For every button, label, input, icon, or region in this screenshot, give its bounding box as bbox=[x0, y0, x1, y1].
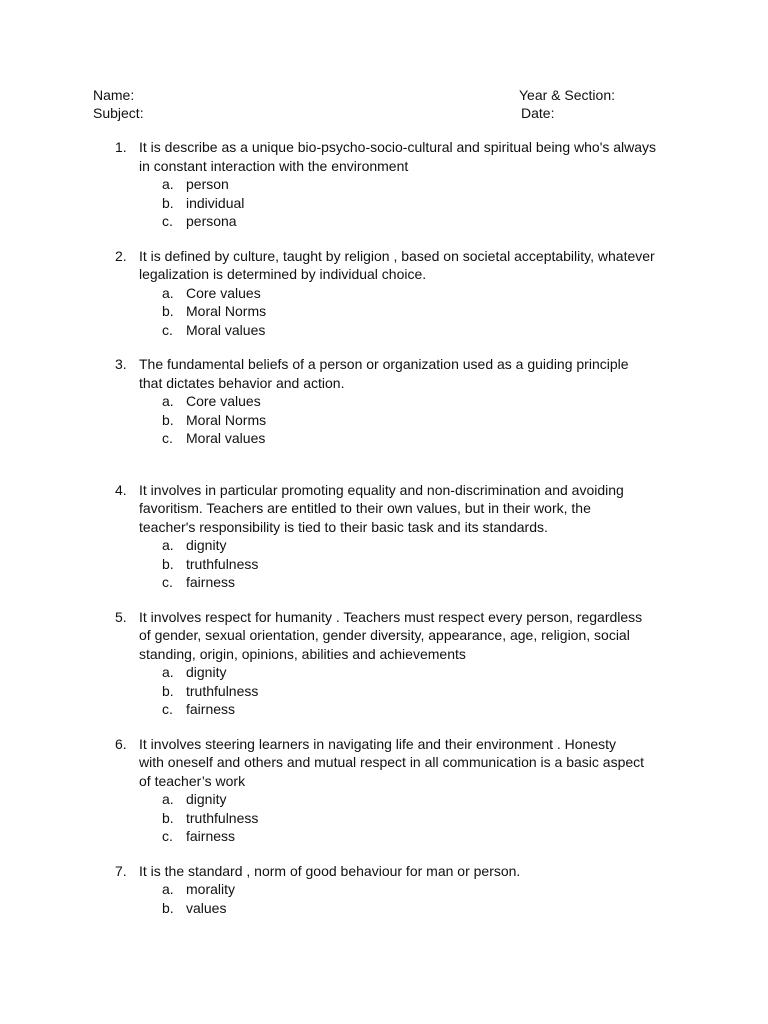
option-item[interactable] bbox=[0, 212, 768, 231]
option-text: truthfulness bbox=[186, 555, 259, 572]
option-item[interactable] bbox=[0, 790, 768, 809]
option-text: truthfulness bbox=[186, 809, 259, 826]
header-row-1 bbox=[93, 86, 653, 104]
question-number: 2. bbox=[115, 247, 127, 264]
option-text: Moral Norms bbox=[186, 411, 267, 428]
option-letter: a. bbox=[162, 284, 174, 301]
question-text bbox=[139, 355, 679, 392]
option-text: fairness bbox=[186, 574, 236, 590]
question-number: 4. bbox=[115, 481, 127, 498]
option-letter: b. bbox=[162, 194, 174, 211]
option-item[interactable] bbox=[0, 284, 768, 303]
option-letter: c. bbox=[162, 574, 173, 590]
question-item bbox=[0, 481, 768, 592]
header-row-2 bbox=[93, 104, 653, 122]
name-label: Name: bbox=[93, 87, 135, 103]
option-text: values bbox=[186, 899, 227, 916]
option-list bbox=[0, 536, 768, 592]
question-line: standing, origin, opinions, abilities and achievements bbox=[139, 645, 466, 662]
question-line: It involves in particular promoting equality and non-discrimination and avoiding bbox=[139, 481, 624, 498]
option-letter: a. bbox=[162, 176, 174, 192]
option-item[interactable] bbox=[0, 682, 768, 701]
option-item[interactable] bbox=[0, 663, 768, 682]
option-letter: c. bbox=[162, 828, 173, 844]
option-item[interactable] bbox=[0, 321, 768, 340]
option-item[interactable] bbox=[0, 411, 768, 430]
worksheet-header bbox=[93, 86, 653, 122]
option-item[interactable] bbox=[0, 700, 768, 719]
question-number: 3. bbox=[115, 356, 127, 372]
question-list bbox=[0, 138, 768, 933]
option-text: fairness bbox=[186, 828, 236, 844]
question-text bbox=[139, 138, 679, 175]
question-text bbox=[139, 247, 679, 284]
option-item[interactable] bbox=[0, 899, 768, 918]
option-item[interactable] bbox=[0, 302, 768, 321]
option-text: dignity bbox=[186, 537, 227, 553]
question-line: of gender, sexual orientation, gender diversity, appearance, age, religion, social bbox=[139, 627, 630, 643]
question-item bbox=[0, 247, 768, 340]
question-item bbox=[0, 862, 768, 918]
question-text bbox=[139, 862, 679, 881]
option-letter: a. bbox=[162, 537, 174, 553]
option-letter: c. bbox=[162, 430, 173, 446]
option-letter: b. bbox=[162, 899, 174, 916]
option-letter: b. bbox=[162, 555, 174, 572]
question-text bbox=[139, 481, 679, 537]
question-line: It is defined by culture, taught by religion , based on societal acceptability, whatever bbox=[139, 247, 655, 264]
question-number: 6. bbox=[115, 735, 127, 752]
question-line: It is describe as a unique bio-psycho-socio-cultural and spiritual being who's always bbox=[139, 139, 657, 155]
option-letter: b. bbox=[162, 303, 174, 319]
option-item[interactable] bbox=[0, 536, 768, 555]
option-text: Core values bbox=[186, 284, 261, 301]
question-item bbox=[0, 355, 768, 448]
question-line: It involves respect for humanity . Teachers must respect every person, regardless bbox=[139, 608, 643, 625]
question-number: 7. bbox=[115, 862, 127, 879]
question-number: 5. bbox=[115, 608, 127, 625]
option-list bbox=[0, 790, 768, 846]
question-line: legalization is determined by individual choice. bbox=[139, 266, 427, 282]
option-text: truthfulness bbox=[186, 682, 259, 699]
option-text: individual bbox=[186, 194, 245, 211]
option-text: Moral values bbox=[186, 321, 266, 338]
option-letter: a. bbox=[162, 791, 174, 807]
question-number: 1. bbox=[115, 139, 127, 155]
question-line: that dictates behavior and action. bbox=[139, 374, 345, 391]
option-letter: c. bbox=[162, 213, 173, 229]
option-item[interactable] bbox=[0, 392, 768, 411]
option-item[interactable] bbox=[0, 573, 768, 592]
option-letter: c. bbox=[162, 701, 173, 717]
option-list bbox=[0, 284, 768, 340]
question-line: It is the standard , norm of good behaviour for man or person. bbox=[139, 862, 521, 879]
question-line: favoritism. Teachers are entitled to their own values, but in their work, the bbox=[139, 500, 591, 516]
subject-label: Subject: bbox=[93, 105, 144, 121]
option-letter: a. bbox=[162, 664, 174, 680]
option-letter: a. bbox=[162, 881, 174, 897]
option-text: Moral values bbox=[186, 430, 266, 446]
option-item[interactable] bbox=[0, 175, 768, 194]
question-line: of teacher’s work bbox=[139, 772, 246, 789]
option-list bbox=[0, 175, 768, 231]
question-text bbox=[139, 608, 679, 664]
question-line: with oneself and others and mutual respect in all communication is a basic aspect bbox=[139, 754, 645, 770]
option-item[interactable] bbox=[0, 429, 768, 448]
option-item[interactable] bbox=[0, 555, 768, 574]
option-text: dignity bbox=[186, 664, 227, 680]
question-line: in constant interaction with the environment bbox=[139, 157, 409, 174]
question-line: teacher's responsibility is tied to their basic task and its standards. bbox=[139, 518, 548, 535]
option-list bbox=[0, 880, 768, 917]
option-text: morality bbox=[186, 881, 236, 897]
option-text: person bbox=[186, 176, 229, 192]
option-text: Moral Norms bbox=[186, 303, 267, 319]
option-list bbox=[0, 663, 768, 719]
question-line: It involves steering learners in navigating life and their environment . Honesty bbox=[139, 735, 617, 752]
option-letter: b. bbox=[162, 809, 174, 826]
option-item[interactable] bbox=[0, 809, 768, 828]
option-item[interactable] bbox=[0, 827, 768, 846]
year-section-label: Year & Section: bbox=[519, 87, 615, 103]
option-letter: b. bbox=[162, 682, 174, 699]
question-text bbox=[139, 735, 679, 791]
date-label: Date: bbox=[521, 105, 555, 121]
option-letter: c. bbox=[162, 321, 173, 338]
question-item bbox=[0, 608, 768, 719]
option-letter: b. bbox=[162, 411, 174, 428]
question-item bbox=[0, 138, 768, 231]
option-text: dignity bbox=[186, 791, 227, 807]
option-list bbox=[0, 392, 768, 448]
question-line: The fundamental beliefs of a person or organization used as a guiding principle bbox=[139, 356, 629, 372]
option-item[interactable] bbox=[0, 194, 768, 213]
option-text: Core values bbox=[186, 393, 261, 409]
option-text: fairness bbox=[186, 701, 236, 717]
option-text: persona bbox=[186, 213, 237, 229]
question-item bbox=[0, 735, 768, 846]
option-letter: a. bbox=[162, 393, 174, 409]
option-item[interactable] bbox=[0, 880, 768, 899]
